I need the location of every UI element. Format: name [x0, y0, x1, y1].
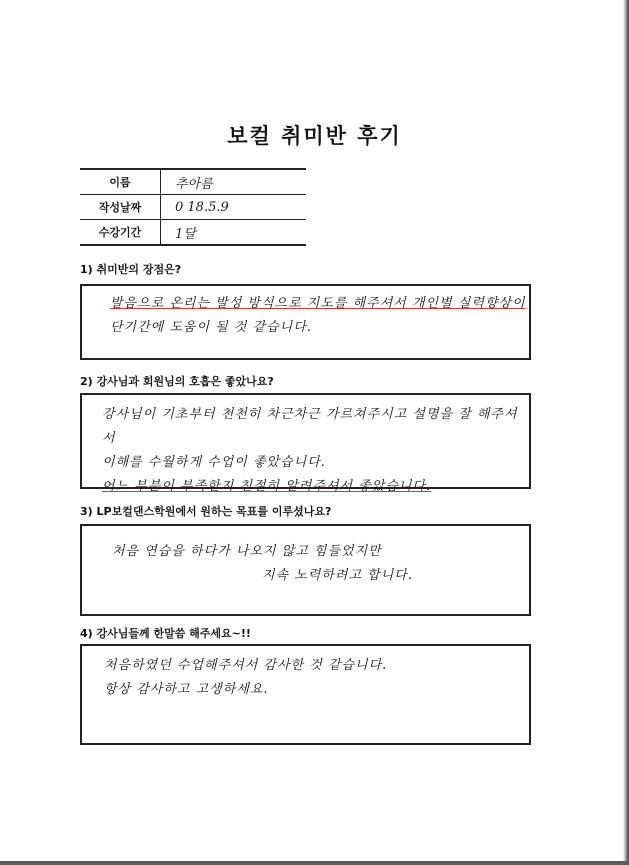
question-2-answer-box	[80, 393, 531, 494]
answer-4-line-2: 항상 감사하고 고생하세요.	[104, 682, 269, 697]
document-title: 보컬 취미반 후기	[227, 124, 402, 148]
scan-edge-bottom	[0, 861, 629, 865]
answer-4-line-1: 처음하였던 수업해주셔서 감사한 것 같습니다.	[104, 658, 388, 673]
answer-3-line-1: 처음 연습을 하다가 나오지 않고 힘들었지만	[112, 544, 382, 559]
answer-3-line-2: 지속 노력하려고 합니다.	[262, 568, 413, 583]
info-label-period: 수강기간	[80, 220, 161, 246]
info-row-date	[80, 195, 306, 220]
question-2-label: 2) 강사님과 회원님의 호흡은 좋았나요?	[80, 375, 274, 388]
question-3-label: 3) LP보컬댄스학원에서 원하는 목표를 이루셨나요?	[80, 505, 332, 518]
info-row-name	[80, 169, 306, 195]
question-1-answer-box	[80, 284, 531, 360]
answer-2-line-2: 이해를 수월하게 수업이 좋았습니다.	[102, 455, 326, 470]
question-4-label: 4) 강사님들께 한말씀 해주세요~!!	[80, 627, 251, 640]
question-1-label: 1) 취미반의 장점은?	[80, 263, 182, 276]
info-table	[80, 168, 306, 246]
info-row-period	[80, 220, 306, 246]
answer-1-line-2: 단기간에 도움이 될 것 같습니다.	[110, 320, 312, 335]
answer-2-line-3: 어느 부분이 부족한지 친절히 알려주셔서 좋았습니다.	[102, 479, 432, 494]
info-value-name: 추아름	[161, 169, 307, 195]
info-value-period: 1달	[161, 220, 307, 246]
question-4-answer-box	[80, 644, 531, 745]
answer-1-line-1: 발음으로 온리는 발성 방식으로 지도를 해주셔서 개인별 실력향상이	[110, 296, 526, 311]
info-label-date: 작성날짜	[80, 195, 161, 220]
info-label-name: 이름	[80, 169, 161, 195]
answer-2-line-1: 강사님이 기초부터 천천히 차근차근 가르쳐주시고 설명을 잘 해주셔서	[102, 407, 518, 446]
question-3-answer-box	[80, 524, 531, 616]
info-value-date: 0 18.5.9	[161, 195, 307, 220]
